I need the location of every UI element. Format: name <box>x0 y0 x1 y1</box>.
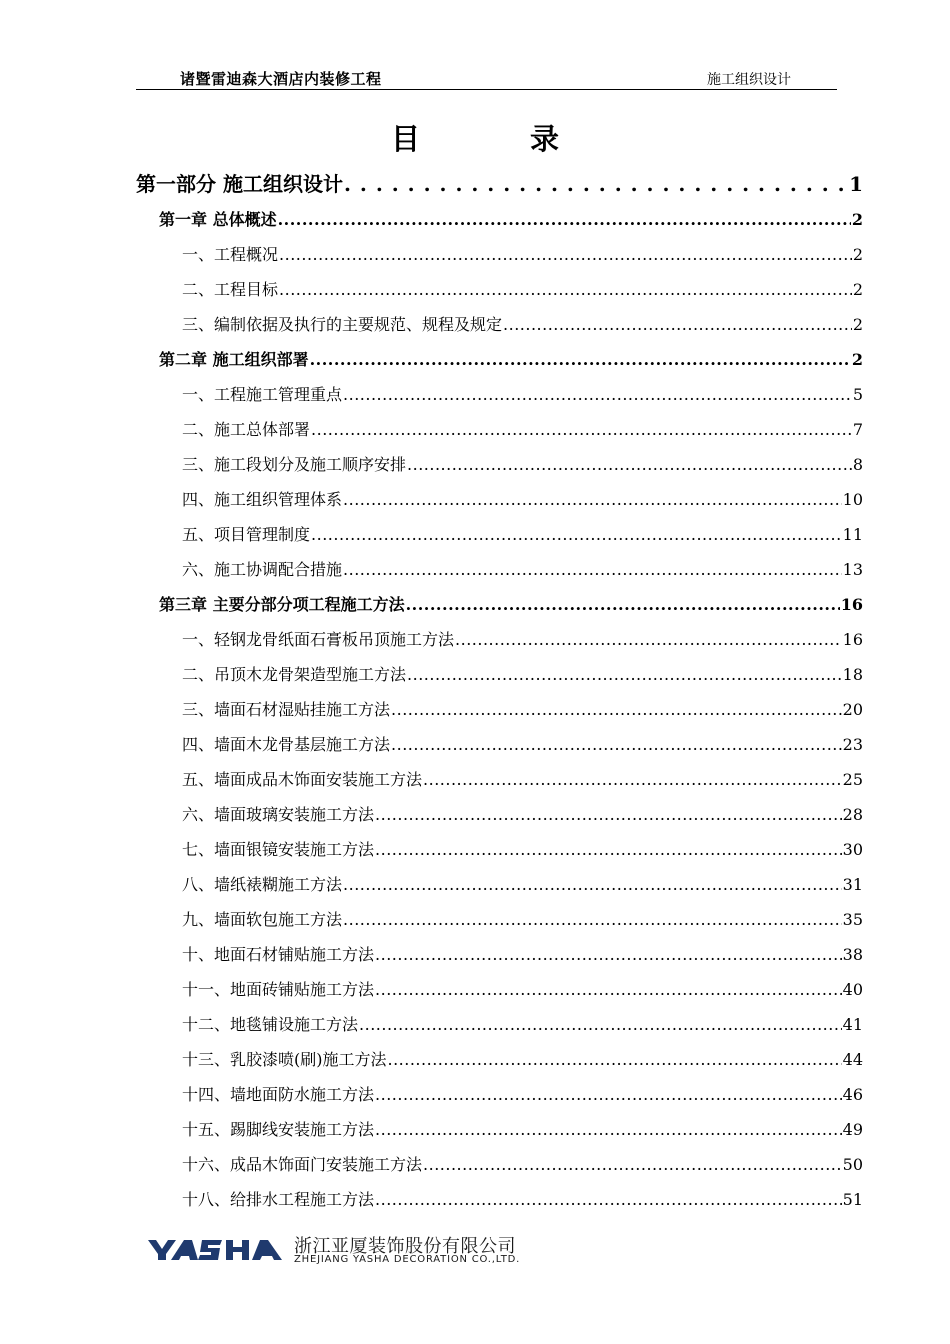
toc-entry-label: 三、墙面石材湿贴挂施工方法 <box>182 700 391 719</box>
toc-entry-section[interactable] <box>136 937 863 972</box>
toc-entry-page: 16 <box>842 630 863 649</box>
toc-entry-label: 第三章 主要分部分项工程施工方法 <box>159 595 405 614</box>
toc-entry-section[interactable] <box>136 552 863 587</box>
toc-entry-chapter[interactable] <box>136 587 863 622</box>
toc-entry-label: 三、编制依据及执行的主要规范、规程及规定 <box>182 315 503 334</box>
toc-dot-leader <box>375 1112 842 1147</box>
toc-entry-label: 十、地面石材铺贴施工方法 <box>182 945 375 964</box>
toc-entry-page: 2 <box>851 210 863 229</box>
toc-dot-leader <box>388 1042 842 1077</box>
toc-entry-label: 六、墙面玻璃安装施工方法 <box>182 805 375 824</box>
toc-dot-leader <box>310 342 851 377</box>
toc-dot-leader <box>503 307 852 342</box>
toc-entry-section[interactable] <box>136 797 863 832</box>
project-name: 诸暨雷迪森大酒店内装修工程 <box>180 70 382 88</box>
toc-dot-leader <box>423 762 842 797</box>
toc-entry-section[interactable] <box>136 762 863 797</box>
toc-entry-page: 2 <box>852 280 863 299</box>
toc-dot-leader <box>455 622 842 657</box>
toc-entry-section[interactable] <box>136 517 863 552</box>
toc-entry-page: 18 <box>842 665 863 684</box>
toc-entry-section[interactable] <box>136 272 863 307</box>
toc-entry-label: 十六、成品木饰面门安装施工方法 <box>182 1155 423 1174</box>
toc-entry-section[interactable] <box>136 727 863 762</box>
toc-dot-leader <box>375 1182 842 1217</box>
toc-dot-leader <box>375 937 842 972</box>
toc-entry-label: 十三、乳胶漆喷(刷)施工方法 <box>182 1050 387 1069</box>
toc-dot-leader <box>343 867 842 902</box>
toc-dot-leader <box>343 552 842 587</box>
toc-entry-page: 2 <box>851 350 863 369</box>
toc-entry-label: 二、吊顶木龙骨架造型施工方法 <box>182 665 407 684</box>
toc-entry-label: 七、墙面银镜安装施工方法 <box>182 840 375 859</box>
toc-entry-page: 30 <box>842 840 863 859</box>
toc-entry-label: 第二章 施工组织部署 <box>159 350 309 369</box>
toc-entry-label: 三、施工段划分及施工顺序安排 <box>182 455 407 474</box>
company-name-cn: 浙江亚厦装饰股份有限公司 <box>294 1236 516 1257</box>
toc-entry-label: 一、工程施工管理重点 <box>182 385 343 404</box>
toc-entry-label: 四、墙面木龙骨基层施工方法 <box>182 735 391 754</box>
toc-entry-page: 41 <box>842 1015 863 1034</box>
page-header <box>136 68 837 90</box>
toc-entry-page: 28 <box>842 805 863 824</box>
toc-dot-leader <box>343 902 842 937</box>
toc-dot-leader <box>343 377 852 412</box>
toc-title: 目 录 <box>390 122 610 156</box>
toc-entry-page: 11 <box>842 525 863 544</box>
toc-dot-leader <box>344 166 848 202</box>
toc-entry-page: 5 <box>852 385 863 404</box>
toc-entry-page: 50 <box>842 1155 863 1174</box>
toc-entry-page: 2 <box>852 315 863 334</box>
toc-entry-section[interactable] <box>136 1077 863 1112</box>
toc-entry-page: 20 <box>842 700 863 719</box>
toc-entry-label: 十一、地面砖铺贴施工方法 <box>182 980 375 999</box>
toc-entry-section[interactable] <box>136 307 863 342</box>
toc-entry-section[interactable] <box>136 902 863 937</box>
toc-entry-label: 一、工程概况 <box>182 245 279 264</box>
toc-dot-leader <box>391 692 842 727</box>
logo-text: YASHA <box>148 1236 152 1237</box>
page-footer <box>148 1232 568 1268</box>
toc-entry-section[interactable] <box>136 692 863 727</box>
toc-entry-page: 1 <box>849 172 863 196</box>
toc-entry-section[interactable] <box>136 1112 863 1147</box>
toc-entry-label: 十五、踢脚线安装施工方法 <box>182 1120 375 1139</box>
toc-entry-section[interactable] <box>136 1042 863 1077</box>
table-of-contents <box>136 166 863 1217</box>
toc-entry-section[interactable] <box>136 482 863 517</box>
toc-entry-label: 八、墙纸裱糊施工方法 <box>182 875 343 894</box>
toc-entry-page: 7 <box>852 420 863 439</box>
toc-entry-page: 10 <box>842 490 863 509</box>
toc-entry-label: 四、施工组织管理体系 <box>182 490 343 509</box>
toc-dot-leader <box>375 1077 842 1112</box>
toc-entry-page: 2 <box>852 245 863 264</box>
toc-entry-page: 25 <box>842 770 863 789</box>
toc-entry-label: 二、施工总体部署 <box>182 420 311 439</box>
company-name-en: ZHEJIANG YASHA DECORATION CO.,LTD. <box>294 1254 521 1265</box>
toc-entry-label: 十四、墙地面防水施工方法 <box>182 1085 375 1104</box>
toc-entry-label: 第一章 总体概述 <box>159 210 277 229</box>
toc-entry-chapter[interactable] <box>136 342 863 377</box>
toc-dot-leader <box>278 202 851 237</box>
toc-entry-label: 五、墙面成品木饰面安装施工方法 <box>182 770 423 789</box>
document-type: 施工组织设计 <box>707 72 791 88</box>
toc-dot-leader <box>406 587 840 622</box>
toc-dot-leader <box>359 1007 842 1042</box>
toc-entry-section[interactable] <box>136 622 863 657</box>
toc-entry-section[interactable] <box>136 657 863 692</box>
toc-dot-leader <box>407 447 852 482</box>
toc-entry-page: 40 <box>842 980 863 999</box>
toc-dot-leader <box>375 832 842 867</box>
toc-entry-section[interactable] <box>136 447 863 482</box>
toc-dot-leader <box>343 482 842 517</box>
toc-entry-chapter[interactable] <box>136 202 863 237</box>
toc-dot-leader <box>407 657 842 692</box>
toc-dot-leader <box>423 1147 842 1182</box>
toc-entry-section[interactable] <box>136 1007 863 1042</box>
toc-entry-label: 十二、地毯铺设施工方法 <box>182 1015 359 1034</box>
toc-entry-section[interactable] <box>136 867 863 902</box>
toc-dot-leader <box>375 972 842 1007</box>
toc-entry-page: 13 <box>842 560 863 579</box>
toc-entry-page: 23 <box>842 735 863 754</box>
toc-entry-page: 16 <box>840 595 863 614</box>
toc-dot-leader <box>279 237 852 272</box>
toc-entry-label: 五、项目管理制度 <box>182 525 311 544</box>
toc-entry-page: 8 <box>852 455 863 474</box>
toc-entry-page: 38 <box>842 945 863 964</box>
toc-dot-leader <box>391 727 842 762</box>
toc-entry-page: 35 <box>842 910 863 929</box>
toc-entry-label: 六、施工协调配合措施 <box>182 560 343 579</box>
toc-dot-leader <box>279 272 852 307</box>
toc-entry-section[interactable] <box>136 1182 863 1217</box>
toc-entry-label: 九、墙面软包施工方法 <box>182 910 343 929</box>
toc-dot-leader <box>375 797 842 832</box>
toc-entry-label: 二、工程目标 <box>182 280 279 299</box>
toc-dot-leader <box>311 412 852 447</box>
toc-entry-section[interactable] <box>136 1147 863 1182</box>
toc-entry-section[interactable] <box>136 972 863 1007</box>
toc-entry-page: 46 <box>842 1085 863 1104</box>
toc-entry-label: 第一部分 施工组织设计 <box>136 172 343 196</box>
toc-entry-page: 44 <box>842 1050 863 1069</box>
toc-entry-part[interactable] <box>136 166 863 202</box>
toc-entry-label: 一、轻钢龙骨纸面石膏板吊顶施工方法 <box>182 630 455 649</box>
toc-entry-label: 十八、给排水工程施工方法 <box>182 1190 375 1209</box>
toc-entry-page: 31 <box>842 875 863 894</box>
yasha-logo <box>148 1236 288 1264</box>
toc-dot-leader <box>311 517 842 552</box>
toc-entry-section[interactable] <box>136 377 863 412</box>
toc-entry-page: 51 <box>842 1190 863 1209</box>
toc-entry-section[interactable] <box>136 832 863 867</box>
toc-entry-page: 49 <box>842 1120 863 1139</box>
toc-entry-section[interactable] <box>136 237 863 272</box>
toc-entry-section[interactable] <box>136 412 863 447</box>
